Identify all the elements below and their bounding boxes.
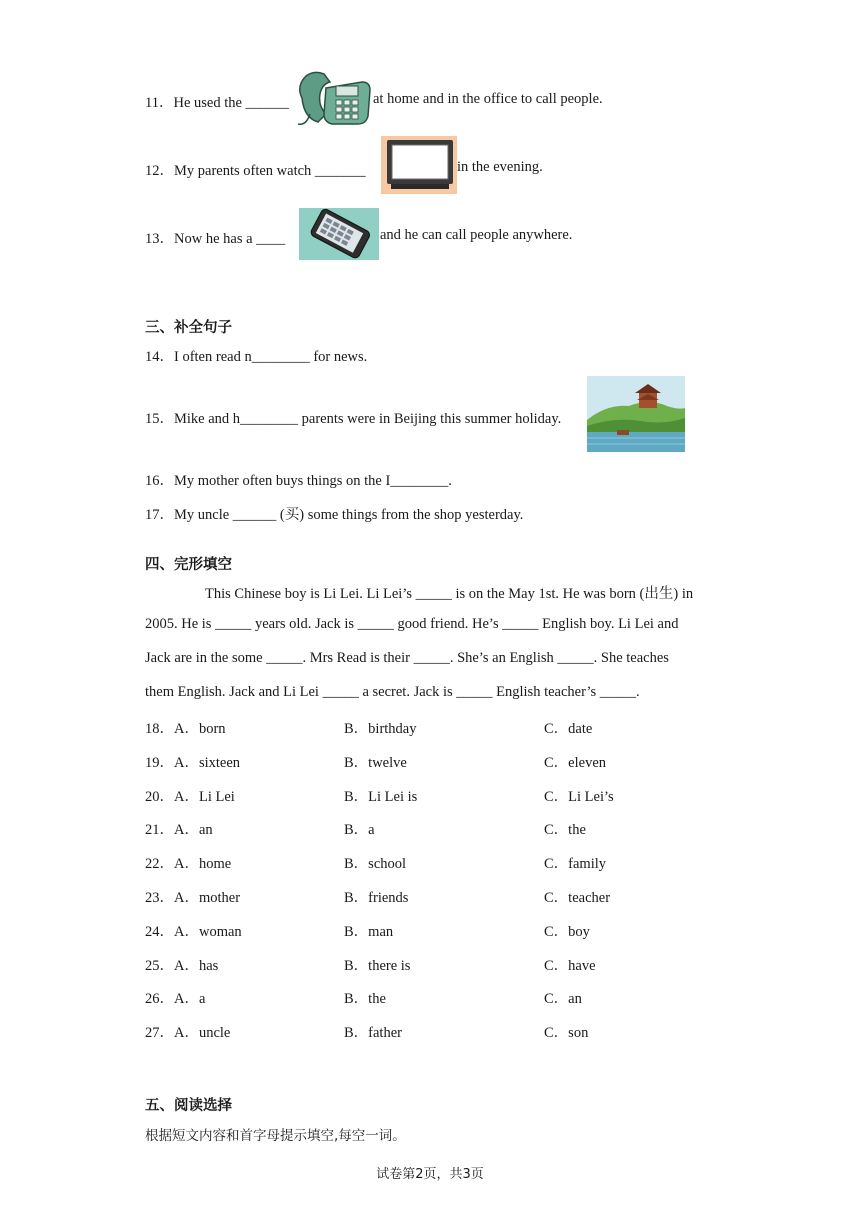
option-a: A．sixteen: [174, 754, 241, 771]
passage-line-4: them English. Jack and Li Lei _____ a secret. Jack is _____ English teacher’s _____.: [145, 684, 640, 700]
option-b: B．Li Lei is: [344, 788, 418, 805]
option-c: C．teacher: [544, 890, 611, 906]
option-c: C．have: [544, 957, 596, 974]
section-5-heading: 五、阅读选择: [145, 1098, 232, 1114]
option-number: 22．: [145, 856, 174, 873]
option-b: B．the: [344, 991, 386, 1008]
question-text-before: Now he has a ____: [174, 231, 286, 247]
option-c: C．boy: [544, 923, 590, 940]
option-b: B．there is: [344, 957, 411, 974]
option-number: 19．: [145, 754, 174, 771]
option-c: C．family: [544, 856, 607, 873]
question-16: 16．My mother often buys things on the I________.: [145, 473, 452, 489]
question-text-before: He used the ______: [173, 95, 290, 111]
option-b: B．school: [344, 856, 407, 873]
option-a: A．born: [174, 721, 226, 737]
question-13: [145, 227, 285, 248]
option-number: 25．: [145, 957, 174, 974]
telephone-icon: [296, 68, 372, 126]
question-12: [145, 159, 366, 180]
mobile-phone-icon: [299, 208, 379, 260]
option-a: A．a: [174, 991, 206, 1008]
option-b: B．father: [344, 1025, 402, 1042]
pagoda-landscape-icon: [587, 376, 685, 452]
question-13-after: and he can call people anywhere.: [380, 227, 573, 243]
option-a: A．has: [174, 957, 219, 974]
question-15: 15．Mike and h________ parents were in Beijing this summer holiday.: [145, 411, 562, 427]
question-11: [145, 91, 289, 112]
option-number: 21．: [145, 822, 174, 839]
question-11-after: at home and in the office to call people.: [373, 91, 603, 107]
option-a: A．home: [174, 856, 232, 873]
question-number: 11．: [145, 95, 174, 111]
option-b: B．friends: [344, 890, 409, 906]
section-5-instruction: 根据短文内容和首字母提示填空,每空一词。: [145, 1128, 406, 1144]
option-a: A．uncle: [174, 1025, 231, 1042]
page-footer: 试卷第2页，共3页: [376, 1167, 484, 1182]
option-c: C．date: [544, 721, 593, 737]
question-14: 14．I often read n________ for news.: [145, 349, 368, 365]
option-b: B．man: [344, 923, 394, 940]
option-a: A．Li Lei: [174, 788, 235, 805]
passage-line-3: Jack are in the some _____. Mrs Read is their _____. She’s an English _____. She teaches: [145, 650, 669, 666]
question-text-before: My parents often watch _______: [174, 163, 366, 179]
option-c: C．eleven: [544, 754, 607, 771]
question-12-after: in the evening.: [457, 159, 543, 175]
question-17: 17．My uncle ______ (买) some things from the shop yesterday.: [145, 507, 524, 523]
option-c: C．an: [544, 991, 582, 1008]
option-b: B．twelve: [344, 754, 407, 771]
option-b: B．a: [344, 822, 375, 839]
option-number: 23．: [145, 890, 174, 906]
option-a: A．an: [174, 822, 213, 839]
section-4-heading: 四、完形填空: [145, 557, 232, 573]
option-b: B．birthday: [344, 721, 417, 737]
tv-icon: [381, 136, 457, 194]
option-number: 20．: [145, 788, 174, 805]
option-number: 26．: [145, 991, 174, 1008]
option-number: 27．: [145, 1025, 174, 1042]
passage-line-1: This Chinese boy is Li Lei. Li Lei’s _____ is on the May 1st. He was born (出生) in: [205, 586, 694, 602]
option-number: 24．: [145, 923, 174, 940]
question-number: 13．: [145, 231, 174, 247]
question-number: 12．: [145, 163, 174, 179]
passage-line-2: 2005. He is _____ years old. Jack is _____ good friend. He’s _____ English boy. Li Lei and: [145, 616, 679, 632]
option-c: C．Li Lei’s: [544, 788, 614, 805]
section-3-heading: 三、补全句子: [145, 320, 232, 336]
option-number: 18．: [145, 721, 174, 737]
option-a: A．woman: [174, 923, 242, 940]
option-a: A．mother: [174, 890, 241, 906]
option-c: C．son: [544, 1025, 589, 1042]
option-c: C．the: [544, 822, 586, 839]
